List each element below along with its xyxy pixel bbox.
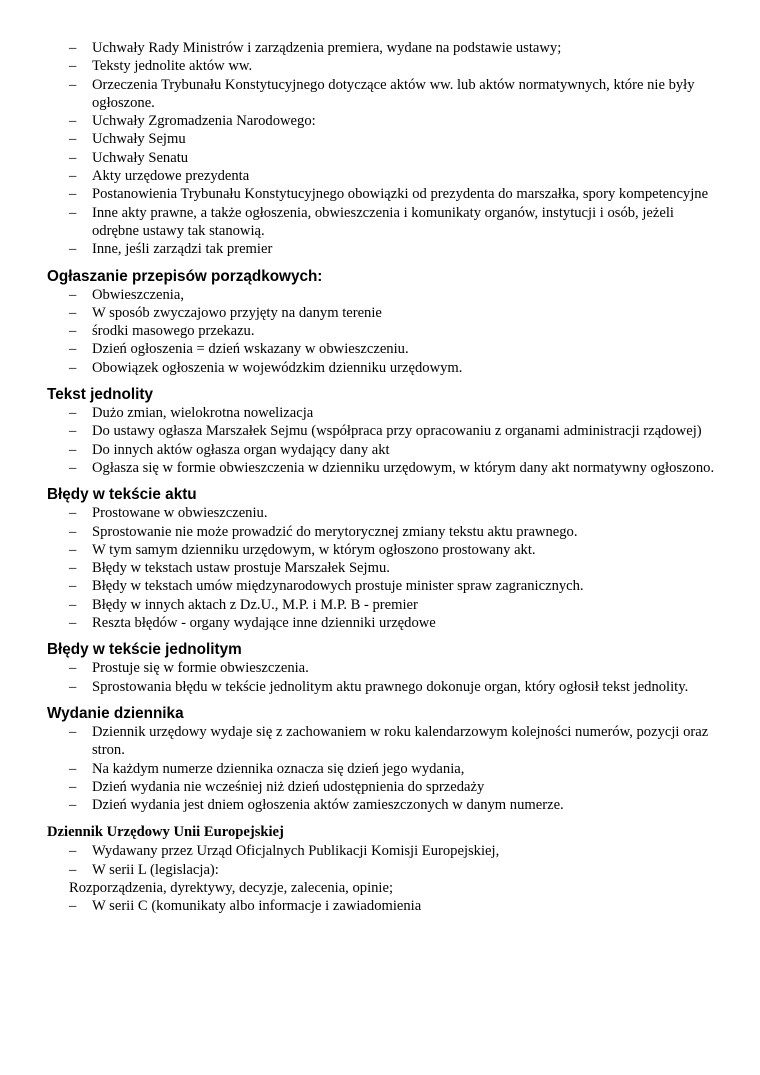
dash-bullet: – <box>69 76 77 93</box>
dash-bullet: – <box>69 459 77 476</box>
list-item: – Wydawany przez Urząd Oficjalnych Publikacji Komisji Europejskiej, <box>69 843 500 860</box>
list-item: – Uchwały Sejmu <box>69 131 186 148</box>
dash-bullet: – <box>69 441 77 458</box>
list-item: – Sprostowanie nie może prowadzić do merytorycznej zmiany tekstu aktu prawnego. <box>69 523 578 540</box>
list-item: – Uchwały Zgromadzenia Narodowego: <box>69 113 316 130</box>
dash-bullet: – <box>69 660 77 677</box>
dash-bullet: – <box>69 505 77 522</box>
dash-bullet: – <box>69 131 77 148</box>
dash-bullet: – <box>69 578 77 595</box>
dash-bullet: – <box>69 323 77 340</box>
dash-bullet: – <box>69 149 77 166</box>
dash-bullet: – <box>69 596 77 613</box>
list-item: – W tym samym dzienniku urzędowym, w którym ogłoszono prostowany akt. <box>69 541 536 558</box>
section-heading: Tekst jednolity <box>47 386 153 404</box>
list-item: – Sprostowania błędu w tekście jednolitym aktu prawnego dokonuje organ, który ogłosił tekst jednolity. <box>69 678 689 695</box>
dash-bullet: – <box>69 523 77 540</box>
dash-bullet: – <box>69 241 77 258</box>
list-item: – Prostuje się w formie obwieszczenia. <box>69 660 309 677</box>
list-item: – Postanowienia Trybunału Konstytucyjnego obowiązki od prezydenta do marszałka, spory kompetencyjne <box>69 186 709 203</box>
list-item: – Dzień wydania jest dniem ogłoszenia aktów zamieszczonych w danym numerze. <box>69 797 564 814</box>
dash-bullet: – <box>69 760 77 777</box>
list-item: – Dzień ogłoszenia = dzień wskazany w obwieszczeniu. <box>69 341 409 358</box>
dash-bullet: – <box>69 359 77 376</box>
list-item: – Uchwały Senatu <box>69 149 189 166</box>
list-item: – Dzień wydania nie wcześniej niż dzień udostępnienia do sprzedaży <box>69 778 485 795</box>
section-heading: Błędy w tekście jednolitym <box>47 641 242 659</box>
list-item: – Obowiązek ogłoszenia w wojewódzkim dzienniku urzędowym. <box>69 359 463 376</box>
eu-list-a <box>47 842 720 879</box>
dash-bullet: – <box>69 898 77 915</box>
dash-bullet: – <box>69 560 77 577</box>
dash-bullet: – <box>69 40 77 56</box>
dash-bullet: – <box>69 58 77 75</box>
list-item: – Do ustawy ogłasza Marszałek Sejmu (współpraca przy opracowaniu z organami administracji rządowej) <box>69 423 702 440</box>
intro-list <box>47 39 720 259</box>
list-item: – Błędy w tekstach ustaw prostuje Marszałek Sejmu. <box>69 560 390 577</box>
dash-bullet: – <box>69 186 77 203</box>
dash-bullet: – <box>69 304 77 321</box>
list-item: – Reszta błędów - organy wydające inne dzienniki urzędowe <box>69 615 436 632</box>
dash-bullet: – <box>69 778 77 795</box>
list-item: – Prostowane w obwieszczeniu. <box>69 505 268 522</box>
dash-bullet: – <box>69 168 77 185</box>
dash-bullet: – <box>69 843 77 860</box>
dash-bullet: – <box>69 423 77 440</box>
series-l-contents: Rozporządzenia, dyrektywy, decyzje, zalecenia, opinie; <box>69 879 394 896</box>
list-item: – Błędy w tekstach umów międzynarodowych prostuje minister spraw zagranicznych. <box>69 578 584 595</box>
list-item: – Inne akty prawne, a także ogłoszenia, obwieszczenia i komunikaty organów, instytucji i osób, jeżeli odrębne ustawy tak stanowią. <box>69 204 674 239</box>
eu-list-b <box>47 897 720 915</box>
list-item: – Orzeczenia Trybunału Konstytucyjnego dotyczące aktów ww. lub aktów normatywnych, które nie były ogłoszone. <box>69 76 695 111</box>
dash-bullet: – <box>69 861 77 878</box>
list-item: – środki masowego przekazu. <box>69 323 255 340</box>
section-list <box>47 723 720 814</box>
dash-bullet: – <box>69 341 77 358</box>
dash-bullet: – <box>69 678 77 695</box>
dash-bullet: – <box>69 723 77 740</box>
list-item: – Do innych aktów ogłasza organ wydający dany akt <box>69 441 390 458</box>
list-item: – Na każdym numerze dziennika oznacza się dzień jego wydania, <box>69 760 465 777</box>
dash-bullet: – <box>69 286 77 303</box>
list-item: – W sposób zwyczajowo przyjęty na danym terenie <box>69 304 382 321</box>
list-item: – Uchwały Rady Ministrów i zarządzenia premiera, wydane na podstawie ustawy; <box>69 40 562 56</box>
list-item: – Akty urzędowe prezydenta <box>69 168 250 185</box>
list-item: – W serii L (legislacja): <box>69 861 219 878</box>
list-item: – Dziennik urzędowy wydaje się z zachowaniem w roku kalendarzowym kolejności numerów, pozycji oraz stron. <box>69 723 709 759</box>
list-item: – Inne, jeśli zarządzi tak premier <box>69 241 273 258</box>
list-item: – Błędy w innych aktach z Dz.U., M.P. i M.P. B - premier <box>69 596 418 613</box>
section-list <box>47 404 720 477</box>
dash-bullet: – <box>69 615 77 632</box>
eu-heading: Dziennik Urzędowy Unii Europejskiej <box>47 824 284 841</box>
section-heading: Wydanie dziennika <box>47 704 184 722</box>
list-item: – Ogłasza się w formie obwieszczenia w dzienniku urzędowym, w którym dany akt normatywny ogłoszono. <box>69 459 715 476</box>
list-item: – Obwieszczenia, <box>69 286 184 303</box>
section-heading: Błędy w tekście aktu <box>47 486 197 504</box>
dash-bullet: – <box>69 204 77 221</box>
section-list <box>47 659 720 696</box>
list-item: – Dużo zmian, wielokrotna nowelizacja <box>69 405 314 422</box>
dash-bullet: – <box>69 405 77 422</box>
section-list <box>47 286 720 377</box>
list-item: – W serii C (komunikaty albo informacje i zawiadomienia <box>69 898 422 915</box>
dash-bullet: – <box>69 797 77 814</box>
section-list <box>47 504 720 632</box>
dash-bullet: – <box>69 541 77 558</box>
section-heading: Ogłaszanie przepisów porządkowych: <box>47 267 323 285</box>
dash-bullet: – <box>69 113 77 130</box>
list-item: – Teksty jednolite aktów ww. <box>69 58 253 75</box>
